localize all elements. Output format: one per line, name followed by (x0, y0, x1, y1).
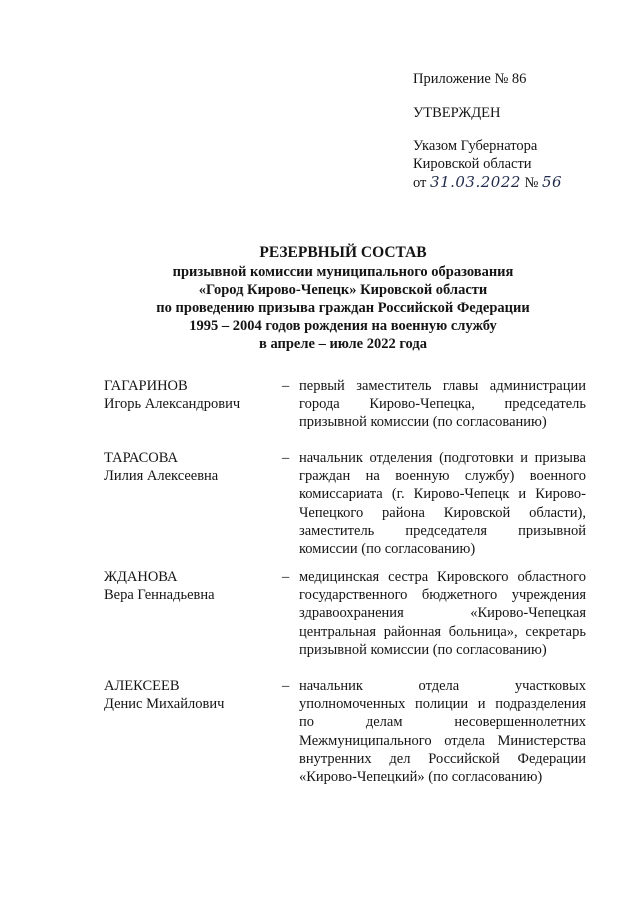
member-entry (104, 568, 586, 677)
decree-line-1: Указом Губернатора (413, 138, 538, 154)
title-line: в апреле – июле 2022 года (259, 336, 427, 352)
title-line: по проведению призыва граждан Российской Федерации (156, 300, 530, 316)
approval-block (413, 70, 613, 192)
date-prefix: от (413, 175, 427, 191)
member-role: первый заместитель главы администрации города Кирово-Чепецка, председатель призывной комиссии (по согласованию) (299, 378, 586, 431)
member-given-name: Денис Михайлович (104, 696, 225, 713)
decree-line-2: Кировской области (413, 156, 532, 172)
title-main: РЕЗЕРВНЫЙ СОСТАВ (259, 244, 427, 261)
member-role: начальник отдела участковых уполномоченных полиции и подразделения по делам несовершеннолетних Межмуниципального отдела Министерства внутренних дел Российской Федерации «Кирово-Чепецкий» (по согласованию) (299, 678, 586, 786)
title-line: 1995 – 2004 годов рождения на военную службу (189, 318, 497, 334)
member-name (104, 449, 282, 568)
member-surname: ЖДАНОВА (104, 569, 178, 585)
member-dash: – (282, 678, 290, 694)
member-surname: ТАРАСОВА (104, 450, 178, 466)
member-given-name: Вера Геннадьевна (104, 587, 215, 604)
title-line: «Город Кирово-Чепецк» Кировской области (198, 282, 488, 298)
member-dash: – (282, 450, 290, 466)
member-surname: ГАГАРИНОВ (104, 378, 188, 394)
member-dash: – (282, 569, 290, 585)
decree-date-line (413, 173, 613, 192)
member-surname: АЛЕКСЕЕВ (104, 678, 180, 694)
member-role: медицинская сестра Кировского областного государственного бюджетного учреждения здравоохранения «Кирово-Чепецкая центральная районная больница», секретарь призывной комиссии (по согласованию) (299, 569, 586, 658)
handwritten-number: 56 (542, 173, 563, 191)
appendix-number: Приложение № 86 (413, 71, 527, 87)
title-line: призывной комиссии муниципального образования (172, 264, 514, 280)
member-entry (104, 377, 586, 449)
approved-stamp-text: УТВЕРЖДЕН (413, 105, 501, 121)
member-given-name: Лилия Алексеевна (104, 468, 219, 485)
member-dash: – (282, 378, 290, 394)
number-prefix: № (524, 175, 539, 191)
member-entry (104, 677, 586, 786)
member-role: начальник отделения (подготовки и призыва граждан на военную службу) военного комиссариата (г. Кирово-Чепецк и Кирово-Чепецкого района Кировской области), заместитель председателя призывной комиссии (по согласованию) (299, 450, 586, 558)
member-given-name: Игорь Александрович (104, 396, 241, 413)
member-name (104, 568, 282, 677)
member-entry (104, 449, 586, 568)
handwritten-date: 31.03.2022 (430, 173, 521, 191)
document-title (100, 244, 586, 353)
member-name (104, 377, 282, 449)
member-name (104, 677, 282, 786)
members-list (104, 377, 586, 786)
